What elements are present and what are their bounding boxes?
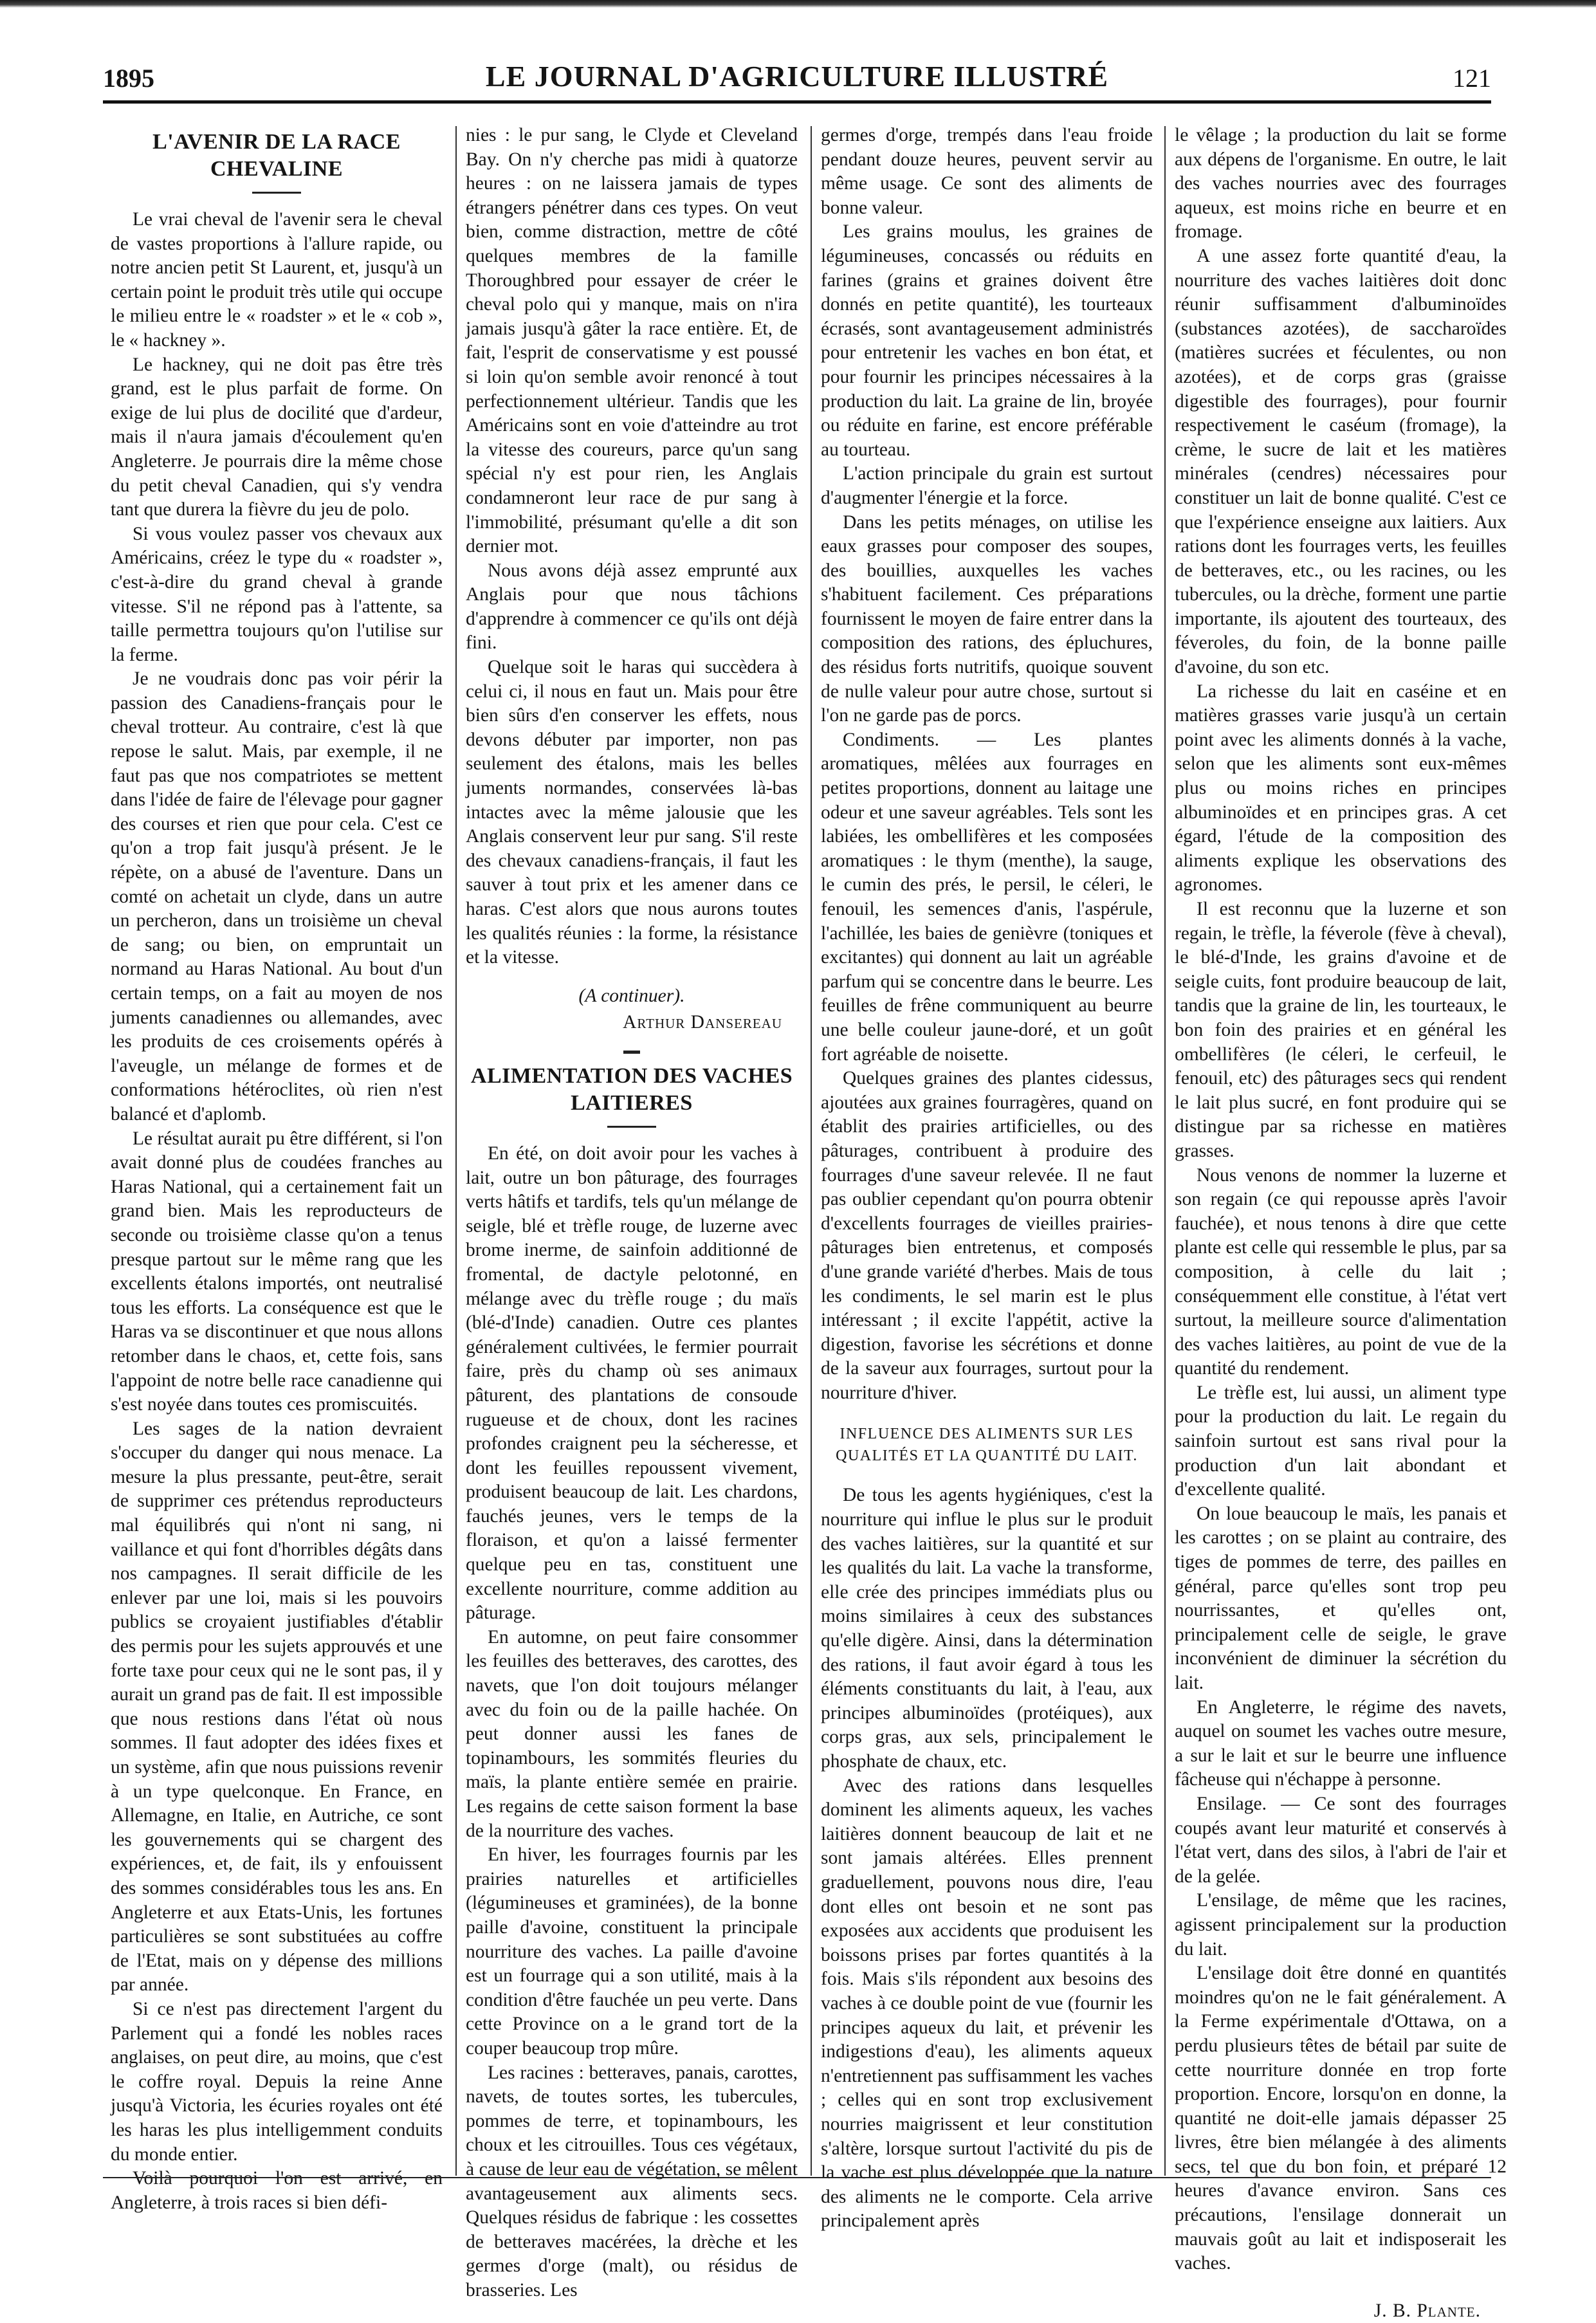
paragraph: En été, on doit avoir pour les vaches à lait, outre un bon pâturage, des fourrages verts hâtifs et tardifs, tels qu'un mélange de seigle, blé et trèfle rouge, de luzerne avec brome inerme, de sainfoin additionné de fromental, de dactyle pelotonné, en mélange avec du trèfle rouge ; du maïs (blé-d'Inde) canadien. Outre ces plantes généralement cultivées, le fermier pourrait faire, près du champ où ses animaux pâturent, des plantations de consoude rugueuse et de choux, dont les racines profondes craignent peu la sécheresse, et dont les feuilles repoussent vivement, produisent beaucoup de lait. Les chardons, fauchés jeunes, vers le temps de la floraison, et qu'on a laissé fermenter quelque peu en tas, constituent une excellente nourriture, comme addition au pâturage. [466, 1143, 798, 1624]
paragraph: L'action principale du grain est surtout d'augmenter l'énergie et la force. [821, 463, 1153, 508]
footer-rule [103, 2177, 1491, 2178]
paragraph: De tous les agents hygiéniques, c'est la nourriture qui influe le plus sur le produit des vaches laitières, sur la quantité et sur les qualités du lait. La vache la transforme, elle crée des principes immédiats plus ou moins similaires à ceux des substances qu'elle digère. Ainsi, dans la détermination des rations, il faut avoir égard à tous les éléments constituants du lait, à l'eau, aux principes albuminoïdes (protéiques), aux corps gras, aux sels, principalement le phosphate de chaux, etc. [821, 1485, 1153, 1772]
paragraph: Le hackney, qui ne doit pas être très grand, est le plus parfait de forme. On exige de lui plus de docilité que d'ardeur, mais il n'aura jamais d'écoulement qu'en Angleterre. Je pourrais dire la même chose du petit cheval Canadien, qui s'y vendra tant que durera la fièvre du jeu de polo. [111, 354, 443, 520]
paragraph: Si vous voulez passer vos chevaux aux Américains, créez le type du « roadster », c'est-à-dire du grand cheval à grande vitesse. S'il ne répond pas à l'attente, sa taille permettra toujours qu'on l'utilise sur la ferme. [111, 523, 443, 665]
paragraph: Je ne voudrais donc pas voir périr la passion des Canadiens-français pour le cheval trotteur. Au contraire, c'est là que repose le salut. Mais, par exemple, il ne faut pas que nos compatriotes se mettent dans l'idée de faire de l'élevage pour gagner des courses et rien que pour cela. C'est ce qu'on a trop fait jusqu'à présent. Je le répète, on a abusé de l'aventure. Dans un comté on achetait un clyde, dans un autre un percheron, dans un troisième un cheval de sang; ou bien, on empruntait un normand au Haras National. Au bout d'un certain temps, on a fait au moyen de nos juments canadiennes ou allemandes, avec les produits de ces croisements opérés à l'aveugle, un mélange de formes et de conformations hétéroclites, où rien n'est balancé et d'aplomb. [111, 668, 443, 1125]
paragraph: Condiments. — Les plantes aromatiques, mêlées aux fourrages en petites proportions, donnent au laitage une odeur et une saveur agréables. Tels sont les labiées, les ombellifères et les composées aromatiques : le thym (menthe), la sauge, le cumin des prés, le persil, le céleri, le fenouil, les semences d'anis, l'aspérule, l'achillée, les baies de genièvre (toniques et excitantes) qui donnent au lait un agréable parfum qui se concentre dans le beurre. Les feuilles de frêne communiquent au beurre une belle couleur jaune-doré, et un goût fort agréable de noisette. [821, 729, 1153, 1065]
column-divider [455, 126, 457, 2176]
section-subheading: INFLUENCE DES ALIMENTS SUR LES QUALITÉS ET LA QUANTITÉ DU LAIT. [836, 1426, 1138, 1465]
author-signature: J. B. Plante. [1373, 2300, 1481, 2321]
paragraph: Si ce n'est pas directement l'argent du Parlement qui a fondé les nobles races anglaises, on peut dire, au moins, que c'est le coffre royal. Depuis la reine Anne jusqu'à Victoria, les écuries royales ont été les haras les plus intelligemment conduits du monde entier. [111, 1998, 443, 2165]
separator [252, 192, 301, 194]
column-4 [1175, 124, 1507, 2321]
paragraph: Le vrai cheval de l'avenir sera le cheval de vastes proportions à l'allure rapide, ou notre ancien petit St Laurent, et, jusqu'à un certain point le produit très utile qui occupe le milieu entre le « roadster » et le « cob », le « hackney ». [111, 209, 443, 351]
article-heading: L'AVENIR DE LA RACE CHEVALINE [152, 130, 401, 181]
column-2 [466, 124, 798, 2300]
paragraph: Nous venons de nommer la luzerne et son regain (ce qui repousse après l'avoir fauchée), et nous tenons à dire que cette plante est celle qui ressemble le plus, par sa composition, à celle du lait ; conséquemment elle constitue, à l'état vert surtout, la meilleure source d'alimentation des vaches laitières, au point de vue de la quantité du rendement. [1175, 1164, 1507, 1379]
paragraph: Avec des rations dans lesquelles dominent les aliments aqueux, les vaches laitières donnent beaucoup de lait et ne sont jamais altérées. Elles prennent graduellement, pouvons nous dire, l'eau dont elles ont besoin et ne sont pas exposées aux accidents que produisent les boissons prises par fortes quantités à la fois. Mais s'ils répondent aux besoins des vaches à ce double point de vue (fournir les principes aqueux du lait, et prévenir les indigestions d'eau), les aliments aqueux n'entretiennent pas suffisamment les vaches ; celles qui en sont trop exclusivement nourries maigrissent et leur constitution s'altère, lorsque surtout l'activité du pis de la vache est plus développée que la nature des aliments ne le comporte. Cela arrive principalement après [821, 1775, 1153, 2232]
paragraph: Le trèfle est, lui aussi, un aliment type pour la production du lait. Le regain du sainfoin surtout est sans rival pour la production d'un lait abondant et d'excellente qualité. [1175, 1382, 1507, 1500]
paragraph: germes d'orge, trempés dans l'eau froide pendant douze heures, peuvent servir au même usage. Ce sont des aliments de bonne valeur. [821, 125, 1153, 218]
paragraph: Quelque soit le haras qui succèdera à celui ci, il nous en faut un. Mais pour être bien sûrs d'en conserver les effets, nous devons débuter par importer, non pas seulement des étalons, mais les belles juments normandes, conservées là-bas intactes avec la même jalousie que les Anglais conservent leur pur sang. S'il reste des chevaux canadiens-français, il faut les sauver à tout prix et les amener dans ce haras. C'est alors que nous aurons toutes les qualités réunies : la forme, la résistance et la vitesse. [466, 657, 798, 968]
separator [623, 1051, 640, 1054]
year: 1895 [103, 64, 154, 93]
paragraph: le vêlage ; la production du lait se forme aux dépens de l'organisme. En outre, le lait des vaches nourries avec des fourrages aqueux, est moins riche en beurre et en fromage. [1175, 125, 1507, 243]
separator [607, 1126, 656, 1128]
paragraph: Le résultat aurait pu être différent, si l'on avait donné plus de coudées franches au Haras National, qui a certainement fait un grand bien. Mais les reproducteurs de seconde ou troisième classe qu'on a tenus presque partout sur le même rang que les excellents étalons importés, ont neutralisé tous les efforts. La conséquence est que le Haras va se discontinuer et que nous allons retomber dans le chaos, et, cette fois, sans l'appoint de notre belle race canadienne qui s'est noyée dans toutes ces promiscuités. [111, 1128, 443, 1415]
paragraph: Nous avons déjà assez emprunté aux Anglais pour que nous tâchions d'apprendre à commencer ce qu'ils ont déjà fini. [466, 560, 798, 654]
paragraph: Les racines : betteraves, panais, carottes, navets, de toutes sortes, les tubercules, pommes de terre, et topinambours, les choux et les citrouilles. Tous ces végétaux, à cause de leur eau de végétation, se mêlent avantageusement aux aliments secs. Quelques résidus de fabrique : les cossettes de betteraves macérées, la drèche et les germes d'orge (malt), ou résidus de brasseries. Les [466, 2062, 798, 2300]
top-border [0, 0, 1596, 8]
masthead [103, 59, 1491, 96]
page-number: 121 [1453, 64, 1491, 93]
paragraph: L'ensilage, de même que les racines, agissent principalement sur la production du lait. [1175, 1890, 1507, 1960]
column-divider [1164, 126, 1166, 2176]
paragraph: Il est reconnu que la luzerne et son regain, le trèfle, la féverole (fève à cheval), le blé-d'Inde, les grains d'avoine et de seigle cuits, font produire beaucoup de lait, tandis que la graine de lin, les tourteaux, le bon foin des prairies et en général les ombellifères (le céleri, le cerfeuil, le fenouil, etc) des pâturages secs qui rendent le lait plus sucré, en font produire qui se distingue par sa richesse en matières grasses. [1175, 899, 1507, 1161]
paragraph: Voilà pourquoi l'on est arrivé, en Angleterre, à trois races si bien défi- [111, 2168, 443, 2213]
paragraph: Les sages de la nation devraient s'occuper du danger qui nous menace. La mesure la plus pressante, peut-être, serait de supprimer ces prétendus reproducteurs mal équilibrés qui n'ont ni sang, ni vaillance et qui font d'horribles dégâts dans nos campagnes. Il serait difficile de les enlever par une loi, mais si les pouvoirs publics se croyaient justifiables d'établir des permis pour les sujets approuvés et une forte taxe pour ceux qui ne le sont pas, il y aurait un grand pas de fait. Il est impossible que nous restions dans l'état où nous sommes. Il faut adopter des idées fixes et un système, afin que nous puissions revenir à un type quelconque. En France, en Allemagne, en Italie, en Autriche, ce sont les gouvernements qui se chargent des expériences, et, de fait, ils y enfouissent des sommes considérables tous les ans. En Angleterre et aux Etats-Unis, les fortunes particulières se sont substituées au coffre de l'Etat, mais on y dépense des millions par année. [111, 1418, 443, 1996]
paragraph: En hiver, les fourrages fournis par les prairies naturelles et artificielles (légumineuses et graminées), de la bonne paille d'avoine, constituent la principale nourriture des vaches. La paille d'avoine est un fourrage qui a son utilité, mais à la condition d'être fauchée un peu verte. Dans cette Province on a le grand tort de la couper beaucoup trop mûre. [466, 1844, 798, 2059]
continuation-note: (A continuer). [578, 985, 685, 1006]
paragraph: nies : le pur sang, le Clyde et Cleveland Bay. On n'y cherche pas midi à quatorze heures : on ne laissera jamais de types étrangers pénétrer dans ces types. On veut bien, comme distraction, mettre de côté quelques membres de la famille Thoroughbred pour essayer de créer le cheval polo qui y manque, mais on n'ira jamais jusqu'à gâter la race entière. Et, de fait, l'esprit de conservatisme y est poussé si loin qu'on semble avoir renoncé à tout perfectionnement ultérieur. Tandis que les Américains sont en voie d'atteindre au trot la vitesse des coureurs, parce qu'un sang spécial n'y est pour rien, les Anglais condamneront leur race de pur sang à l'immobilité, présumant qu'elle a dit son dernier mot. [466, 125, 798, 557]
author-signature: Arthur Dansereau [623, 1012, 782, 1033]
header-rule [103, 100, 1491, 104]
paragraph: En automne, on peut faire consommer les feuilles des betteraves, des carottes, des navets, que l'on doit toujours mélanger avec du foin ou de la paille hachée. On peut donner aussi les fanes de topinambours, les sommités fleuries du maïs, la plante entière semée en prairie. Les regains de cette saison forment la base de la nourriture des vaches. [466, 1626, 798, 1841]
paragraph: La richesse du lait en caséine et en matières grasses varie jusqu'à un certain point avec les aliments donnés à la vache, selon que les aliments sont eux-mêmes plus ou moins riches en principes albuminoïdes et en principes gras. A cet égard, l'étude de la composition des aliments explique les observations des agronomes. [1175, 681, 1507, 895]
paragraph: Quelques graines des plantes cidessus, ajoutées aux graines fourragères, quand on établit des prairies artificielles, ou des pâturages, contribuent à produire des fourrages d'une saveur relevée. Il ne faut pas oublier cependant qu'on pourra obtenir d'excellents fourrages de vieilles prairies-pâturages bien entretenus, et composés d'une grande variété d'herbes. Mais de tous les condiments, le sel marin est le plus intéressant ; il excite l'appétit, active la digestion, favorise les sécrétions et donne de la saveur aux fourrages, surtout pour la nourriture d'hiver. [821, 1068, 1153, 1403]
journal-title: LE JOURNAL D'AGRICULTURE ILLUSTRÉ [485, 60, 1109, 93]
column-3 [821, 124, 1153, 2232]
paragraph: En Angleterre, le régime des navets, auquel on soumet les vaches outre mesure, a sur le lait et sur le beurre une influence fâcheuse qui n'échappe à personne. [1175, 1696, 1507, 1790]
paragraph: L'ensilage doit être donné en quantités moindres qu'on ne le fait généralement. A la Ferme expérimentale d'Ottawa, on a perdu plusieurs têtes de bétail par suite de cette nourriture donnée en trop forte proportion. Encore, lorsqu'on en donne, la quantité ne doit-elle jamais dépasser 25 livres, être bien mélangée à des aliments secs, tel que du bon foin, et préparé 12 heures d'avance environ. Sans ces précautions, l'ensilage donnerait un mauvais goût au lait et indisposerait les vaches. [1175, 1963, 1507, 2274]
column-divider [811, 126, 812, 2176]
paragraph: Les grains moulus, les graines de légumineuses, concassés ou réduits en farines (grains et graines doivent être donnés en petite quantité), les tourteaux écrasés, sont avantageusement administrés pour entretenir les vaches en bon état, et pour fournir les principes nécessaires à la production du lait. La graine de lin, broyée ou réduite en farine, est encore préférable au tourteau. [821, 221, 1153, 460]
paragraph: Dans les petits ménages, on utilise les eaux grasses pour composer des soupes, des bouillies, auxquelles les vaches s'habituent facilement. Ces préparations fournissent le moyen de faire entrer dans la composition des rations, des épluchures, des résidus forts nutritifs, quoique souvent de nulle valeur pour autre chose, surtout si l'on ne garde pas de porcs. [821, 511, 1153, 726]
paragraph: Ensilage. — Ce sont des fourrages coupés avant leur maturité et conservés à l'état vert, dans des silos, à l'abri de l'air et de la gelée. [1175, 1793, 1507, 1887]
paragraph: On loue beaucoup le maïs, les panais et les carottes ; on se plaint au contraire, des tiges de pommes de terre, des pailles en général, parce qu'elles sont trop peu nourrissantes, et qu'elles ont, principalement celle de seigle, le grave inconvénient de diminuer la sécrétion du lait. [1175, 1503, 1507, 1693]
paragraph: A une assez forte quantité d'eau, la nourriture des vaches laitières doit donc réunir suffisamment d'albuminoïdes (substances azotées), de saccharoïdes (matières sucrées et féculentes, ou non azotées), et de corps gras (graisse digestible des fourrages), pour fournir respectivement le caséum (fromage), la crème, le sucre de lait et les matières minérales (cendres) nécessaires pour constituer un lait de bonne qualité. C'est ce que l'expérience enseigne aux laitiers. Aux rations dont les fourrages verts, les feuilles de betteraves, etc., ou les racines, ou les tubercules, ou la drèche, forment une partie importante, ils ajoutent des tourteaux, des féveroles, du foin, de la bonne paille d'avoine, du son etc. [1175, 245, 1507, 678]
article-heading: ALIMENTATION DES VACHES LAITIERES [470, 1063, 793, 1115]
column-1 [111, 124, 443, 2213]
